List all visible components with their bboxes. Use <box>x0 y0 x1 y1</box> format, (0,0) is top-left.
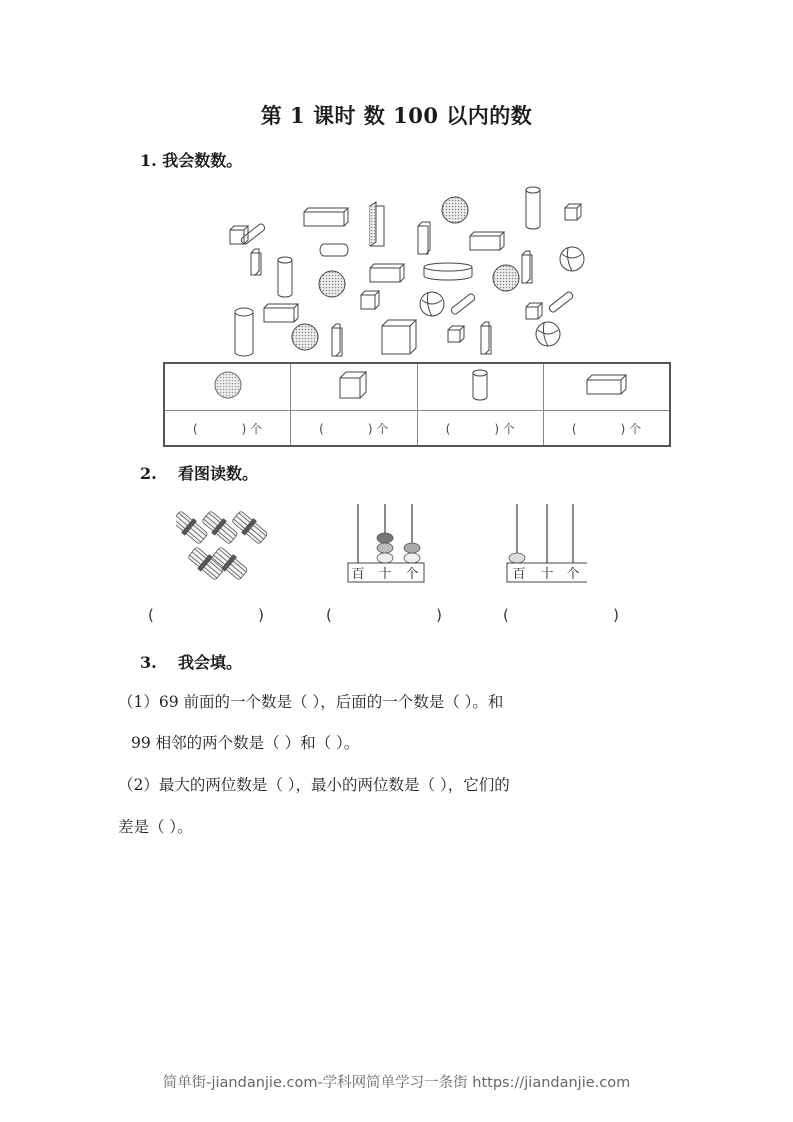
abacus-label-ones: 个 <box>566 567 580 582</box>
cube-icon <box>337 370 371 400</box>
question-1-heading: 1. 我会数数。 <box>140 151 243 170</box>
q3-line-2: 99 相邻的两个数是（ ）和（ ）。 <box>131 734 360 752</box>
stick-bundles-image <box>176 500 276 588</box>
sphere-count-answer[interactable]: ( ) 个 <box>164 411 291 447</box>
answer-blank-1[interactable]: ( ) <box>148 606 264 624</box>
cube-count-answer[interactable]: ( ) 个 <box>291 411 418 447</box>
answer-blank-3[interactable]: ( ) <box>503 606 619 624</box>
q3-line-4: 差是（ ）。 <box>118 818 193 836</box>
footer-watermark: 简单街-jiandanjie.com-学科网简单学习一条街 https://jiandanjie.com <box>162 1075 631 1091</box>
abacus-1 <box>344 500 428 586</box>
cylinder-count-answer[interactable]: ( ) 个 <box>417 411 544 447</box>
cylinder-cell <box>417 363 544 411</box>
question-3-heading: 3. 我会填。 <box>140 653 243 672</box>
abacus-2 <box>503 500 587 586</box>
answer-blank-2[interactable]: ( ) <box>326 606 442 624</box>
sphere-cell <box>164 363 291 411</box>
abacus-label-hundreds: 百 <box>351 567 365 582</box>
q3-line-1: （1）69 前面的一个数是（ ），后面的一个数是（ ）。和 <box>118 693 504 711</box>
cuboid-icon <box>585 372 629 398</box>
question-2-heading: 2. 看图读数。 <box>140 464 259 483</box>
abacus-label-tens: 十 <box>378 567 392 582</box>
page-title: 第 1 课时 数 100 以内的数 <box>260 103 533 128</box>
cube-cell <box>291 363 418 411</box>
abacus-label-hundreds: 百 <box>512 567 526 582</box>
sphere-icon <box>213 370 243 400</box>
cuboid-count-answer[interactable]: ( ) 个 <box>544 411 671 447</box>
abacus-label-tens: 十 <box>540 567 554 582</box>
shapes-illustration <box>148 178 688 363</box>
cylinder-icon <box>470 368 490 402</box>
abacus-label-ones: 个 <box>405 567 419 582</box>
q3-line-3: （2）最大的两位数是（ ），最小的两位数是（ ），它们的 <box>118 776 510 794</box>
count-table <box>163 362 671 447</box>
cuboid-cell <box>544 363 671 411</box>
